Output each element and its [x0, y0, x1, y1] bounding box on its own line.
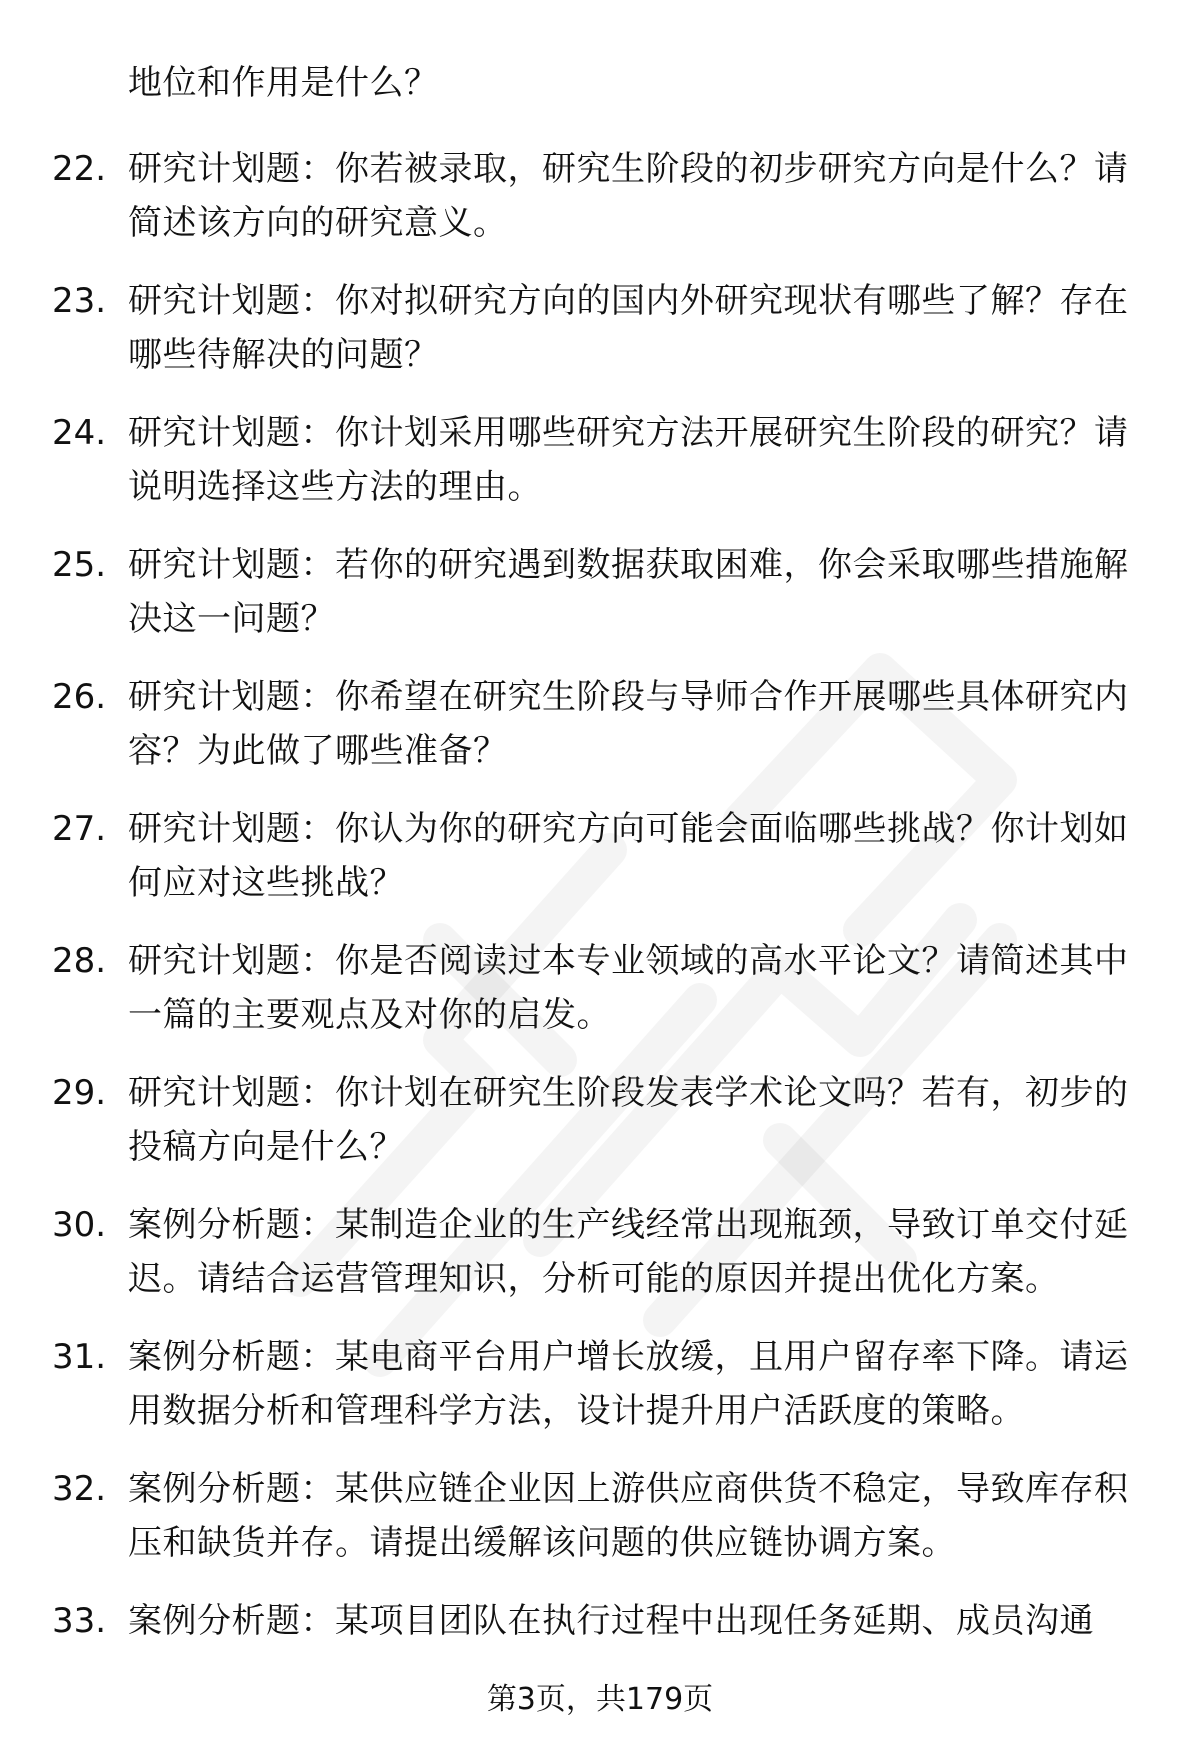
question-number: 32.: [52, 1469, 107, 1509]
question-text: 案例分析题：某供应链企业因上游供应商供货不稳定，导致库存积压和缺货并存。请提出缓解该问题的供应链协调方案。: [128, 1469, 1129, 1563]
list-item: [0, 272, 1200, 404]
question-number: 33.: [52, 1601, 107, 1641]
question-text: 案例分析题：某制造企业的生产线经常出现瓶颈，导致订单交付延迟。请结合运营管理知识，分析可能的原因并提出优化方案。: [128, 1205, 1129, 1299]
question-text: 案例分析题：某项目团队在执行过程中出现任务延期、成员沟通: [128, 1601, 1094, 1641]
question-text: 研究计划题：你计划采用哪些研究方法开展研究生阶段的研究？请说明选择这些方法的理由。: [128, 413, 1129, 507]
page-number-footer: 第3页，共179页: [486, 1682, 714, 1717]
question-list: [0, 140, 1200, 1724]
list-item: [0, 536, 1200, 668]
list-item: [0, 1196, 1200, 1328]
question-text: 研究计划题：你是否阅读过本专业领域的高水平论文？请简述其中一篇的主要观点及对你的启发。: [128, 941, 1129, 1035]
question-number: 25.: [52, 545, 107, 585]
question-number: 28.: [52, 941, 107, 981]
list-item: [0, 668, 1200, 800]
question-number: 22.: [52, 149, 107, 189]
question-number: 29.: [52, 1073, 107, 1113]
list-item: [0, 404, 1200, 536]
question-number: 27.: [52, 809, 107, 849]
question-text: 研究计划题：你若被录取，研究生阶段的初步研究方向是什么？请简述该方向的研究意义。: [128, 149, 1129, 243]
question-number: 24.: [52, 413, 107, 453]
question-text: 研究计划题：你希望在研究生阶段与导师合作开展哪些具体研究内容？为此做了哪些准备？: [128, 677, 1129, 771]
continued-question-line: 地位和作用是什么？: [128, 63, 439, 103]
question-number: 23.: [52, 281, 107, 321]
list-item: [0, 140, 1200, 272]
list-item: [0, 932, 1200, 1064]
question-text: 研究计划题：你对拟研究方向的国内外研究现状有哪些了解？存在哪些待解决的问题？: [128, 281, 1129, 375]
question-text: 研究计划题：你计划在研究生阶段发表学术论文吗？若有，初步的投稿方向是什么？: [128, 1073, 1129, 1167]
question-number: 26.: [52, 677, 107, 717]
question-text: 研究计划题：你认为你的研究方向可能会面临哪些挑战？你计划如何应对这些挑战？: [128, 809, 1129, 903]
list-item: [0, 1460, 1200, 1592]
question-text: 案例分析题：某电商平台用户增长放缓，且用户留存率下降。请运用数据分析和管理科学方法，设计提升用户活跃度的策略。: [128, 1337, 1129, 1431]
question-number: 31.: [52, 1337, 107, 1377]
question-number: 30.: [52, 1205, 107, 1245]
list-item: [0, 1064, 1200, 1196]
question-text: 研究计划题：若你的研究遇到数据获取困难，你会采取哪些措施解决这一问题？: [128, 545, 1129, 639]
list-item: [0, 1328, 1200, 1460]
list-item: [0, 800, 1200, 932]
